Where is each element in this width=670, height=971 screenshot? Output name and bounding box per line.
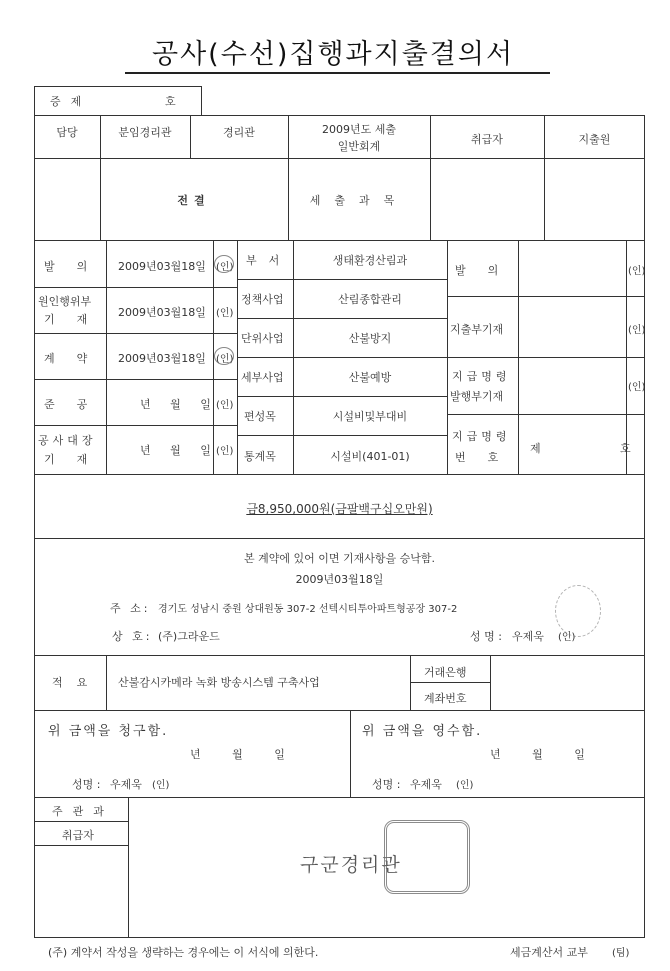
contract-company-label: 상 호: — [112, 630, 153, 643]
mid-label-dept: 부서 — [246, 254, 292, 267]
mid-value-budget: 시설비및부대비 — [332, 410, 408, 423]
right-label-number: 지급명령 — [452, 430, 511, 443]
row-label-cause: 원인행위부 — [38, 295, 92, 308]
receipt-seal: (인) — [456, 780, 474, 791]
row-label-completion: 준공 — [44, 398, 110, 411]
handler-footer-label: 취급자 — [62, 829, 94, 842]
final-approval: 전결 — [177, 194, 211, 207]
left-row-line-3 — [34, 379, 237, 380]
contract-address-label: 주 소: — [110, 602, 151, 615]
approval-label-3: 경리관 — [223, 126, 255, 139]
form-seal: (팀) — [612, 948, 630, 959]
company-seal-stamp — [555, 585, 601, 637]
right-row-line-3 — [447, 414, 645, 415]
mid-row-line-2 — [237, 318, 447, 319]
summary-bottom-line — [34, 710, 645, 711]
row-seal-initiation: (인) — [216, 262, 234, 273]
row-date-initiation: 2009년03월18일 — [118, 260, 206, 273]
footer-left-line-2 — [34, 845, 128, 846]
row-seal-cause: (인) — [216, 308, 234, 319]
right-seal-initiation: (인) — [628, 266, 646, 277]
right-label-initiation: 발의 — [455, 264, 521, 277]
mid-value-policy: 산림종합관리 — [338, 293, 402, 306]
right-seal-ledger: (인) — [628, 325, 646, 336]
approval-line-mid — [34, 158, 645, 159]
doc-number-label: 증제 — [50, 95, 92, 108]
fiscal-year: 2009년도 세출 — [322, 123, 396, 136]
approval-line-bottom — [34, 240, 645, 241]
right-row-line-2 — [447, 357, 645, 358]
payer-label: 지출원 — [578, 133, 611, 146]
summary-bank-label: 거래은행 — [424, 666, 467, 679]
title-underline — [125, 72, 550, 74]
right-label-ledger: 지출부기재 — [450, 323, 504, 336]
footer-left-line-1 — [34, 821, 128, 822]
mid-row-line-1 — [237, 279, 447, 280]
row-seal-ledger: (인) — [216, 446, 234, 457]
claim-name: 우제욱 — [110, 778, 142, 791]
claim-divider — [350, 710, 351, 797]
form-label: 세금계산서 교부 — [510, 946, 588, 959]
form-outer-frame — [34, 115, 645, 938]
receipt-title: 위 금액을 영수함. — [362, 724, 483, 739]
left-row-line-4 — [34, 425, 237, 426]
row-seal-completion: (인) — [216, 400, 234, 411]
mid-value-detail: 산불예방 — [348, 371, 392, 384]
contract-statement: 본 계약에 있어 이면 기재사항을 승낙함. — [244, 552, 435, 565]
mid-label-detail: 세부사업 — [241, 371, 284, 384]
mid-label-unit: 단위사업 — [241, 332, 284, 345]
contract-name: 우제욱 — [512, 630, 544, 643]
right-row-line-1 — [447, 296, 645, 297]
approval-label-2: 분임경리관 — [118, 126, 172, 139]
row-date-contract: 2009년03월18일 — [118, 352, 206, 365]
page-title: 공사(수선)집행과지출결의서 — [152, 39, 515, 70]
approval-label-1: 담당 — [56, 126, 78, 139]
principal-dept-label: 주관과 — [52, 805, 114, 818]
doc-number-unit: 호 — [165, 95, 176, 108]
contract-company: (주)그라운드 — [158, 630, 220, 643]
mid-value-stat: 시설비(401-01) — [330, 450, 410, 463]
claim-bottom-line — [34, 797, 645, 798]
contract-seal: (인) — [558, 632, 576, 643]
handler-label: 취급자 — [471, 133, 503, 146]
mid-label-budget: 편성목 — [244, 410, 276, 423]
mid-value-dept: 생태환경산림과 — [332, 254, 408, 267]
left-row-line-2 — [34, 333, 237, 334]
right-seal-order: (인) — [628, 382, 646, 393]
footer-left-divider — [128, 797, 129, 938]
claim-name-label: 성명 : — [72, 778, 101, 791]
grid-bottom — [34, 474, 645, 475]
receipt-name-label: 성명 : — [372, 778, 401, 791]
fiscal-sub: 일반회계 — [337, 140, 381, 153]
row-label-initiation: 발의 — [44, 260, 110, 273]
summary-col-1 — [106, 655, 107, 710]
right-number-prefix: 제 — [530, 442, 541, 455]
receipt-date-blank: 년 월 일 — [490, 748, 599, 761]
summary-label: 적요 — [52, 676, 102, 689]
claim-title: 위 금액을 청구함. — [48, 724, 169, 739]
row-label-cause-2: 기재 — [44, 313, 110, 326]
row-label-ledger-2: 기재 — [44, 453, 110, 466]
official-stamp-text: 구군경리관 — [300, 854, 402, 876]
mid-row-line-3 — [237, 357, 447, 358]
contract-address: 경기도 성남시 중원 상대원동 307-2 선텍시티투아파트형공장 307-2 — [158, 604, 458, 615]
row-date-cause: 2009년03월18일 — [118, 306, 206, 319]
claim-date-blank: 년 월 일 — [190, 748, 299, 761]
amount-text: 금8,950,000원(금팔백구십오만원) — [246, 502, 433, 516]
footer-note: (주) 계약서 작성을 생략하는 경우에는 이 서식에 의한다. — [48, 946, 319, 959]
row-label-contract: 계약 — [44, 352, 110, 365]
mid-row-line-5 — [237, 435, 447, 436]
contract-date: 2009년03월18일 — [295, 573, 384, 586]
mid-row-line-4 — [237, 396, 447, 397]
summary-value: 산불감시카메라 녹화 방송시스템 구축사업 — [118, 676, 320, 689]
seal-mark-initiation — [214, 255, 234, 273]
seal-mark-contract — [214, 347, 234, 365]
contract-name-label: 성 명 : — [470, 630, 502, 643]
row-seal-contract: (인) — [216, 354, 234, 365]
summary-mid-line — [410, 682, 490, 683]
official-seal-stamp — [384, 820, 470, 894]
mid-label-stat: 통계목 — [244, 450, 276, 463]
left-row-line-1 — [34, 287, 237, 288]
row-label-ledger: 공사대장 — [38, 434, 97, 447]
summary-top-line — [34, 655, 645, 656]
mid-value-unit: 산불방지 — [348, 332, 392, 345]
summary-col-3 — [490, 655, 491, 710]
right-number-suffix: 호 — [620, 442, 631, 455]
account-category-label: 세출과목 — [309, 194, 409, 207]
amount-bottom-line — [34, 538, 645, 539]
mid-label-policy: 정책사업 — [241, 293, 284, 306]
row-date-completion: 년 월 일 — [140, 398, 219, 411]
right-label-number-2: 번호 — [455, 451, 521, 464]
right-label-order: 지급명령 — [452, 370, 511, 383]
receipt-name: 우제욱 — [410, 778, 442, 791]
right-label-order-2: 발행부기재 — [450, 390, 504, 403]
summary-account-label: 계좌번호 — [424, 692, 467, 705]
row-date-ledger: 년 월 일 — [140, 444, 219, 457]
claim-seal: (인) — [152, 780, 170, 791]
